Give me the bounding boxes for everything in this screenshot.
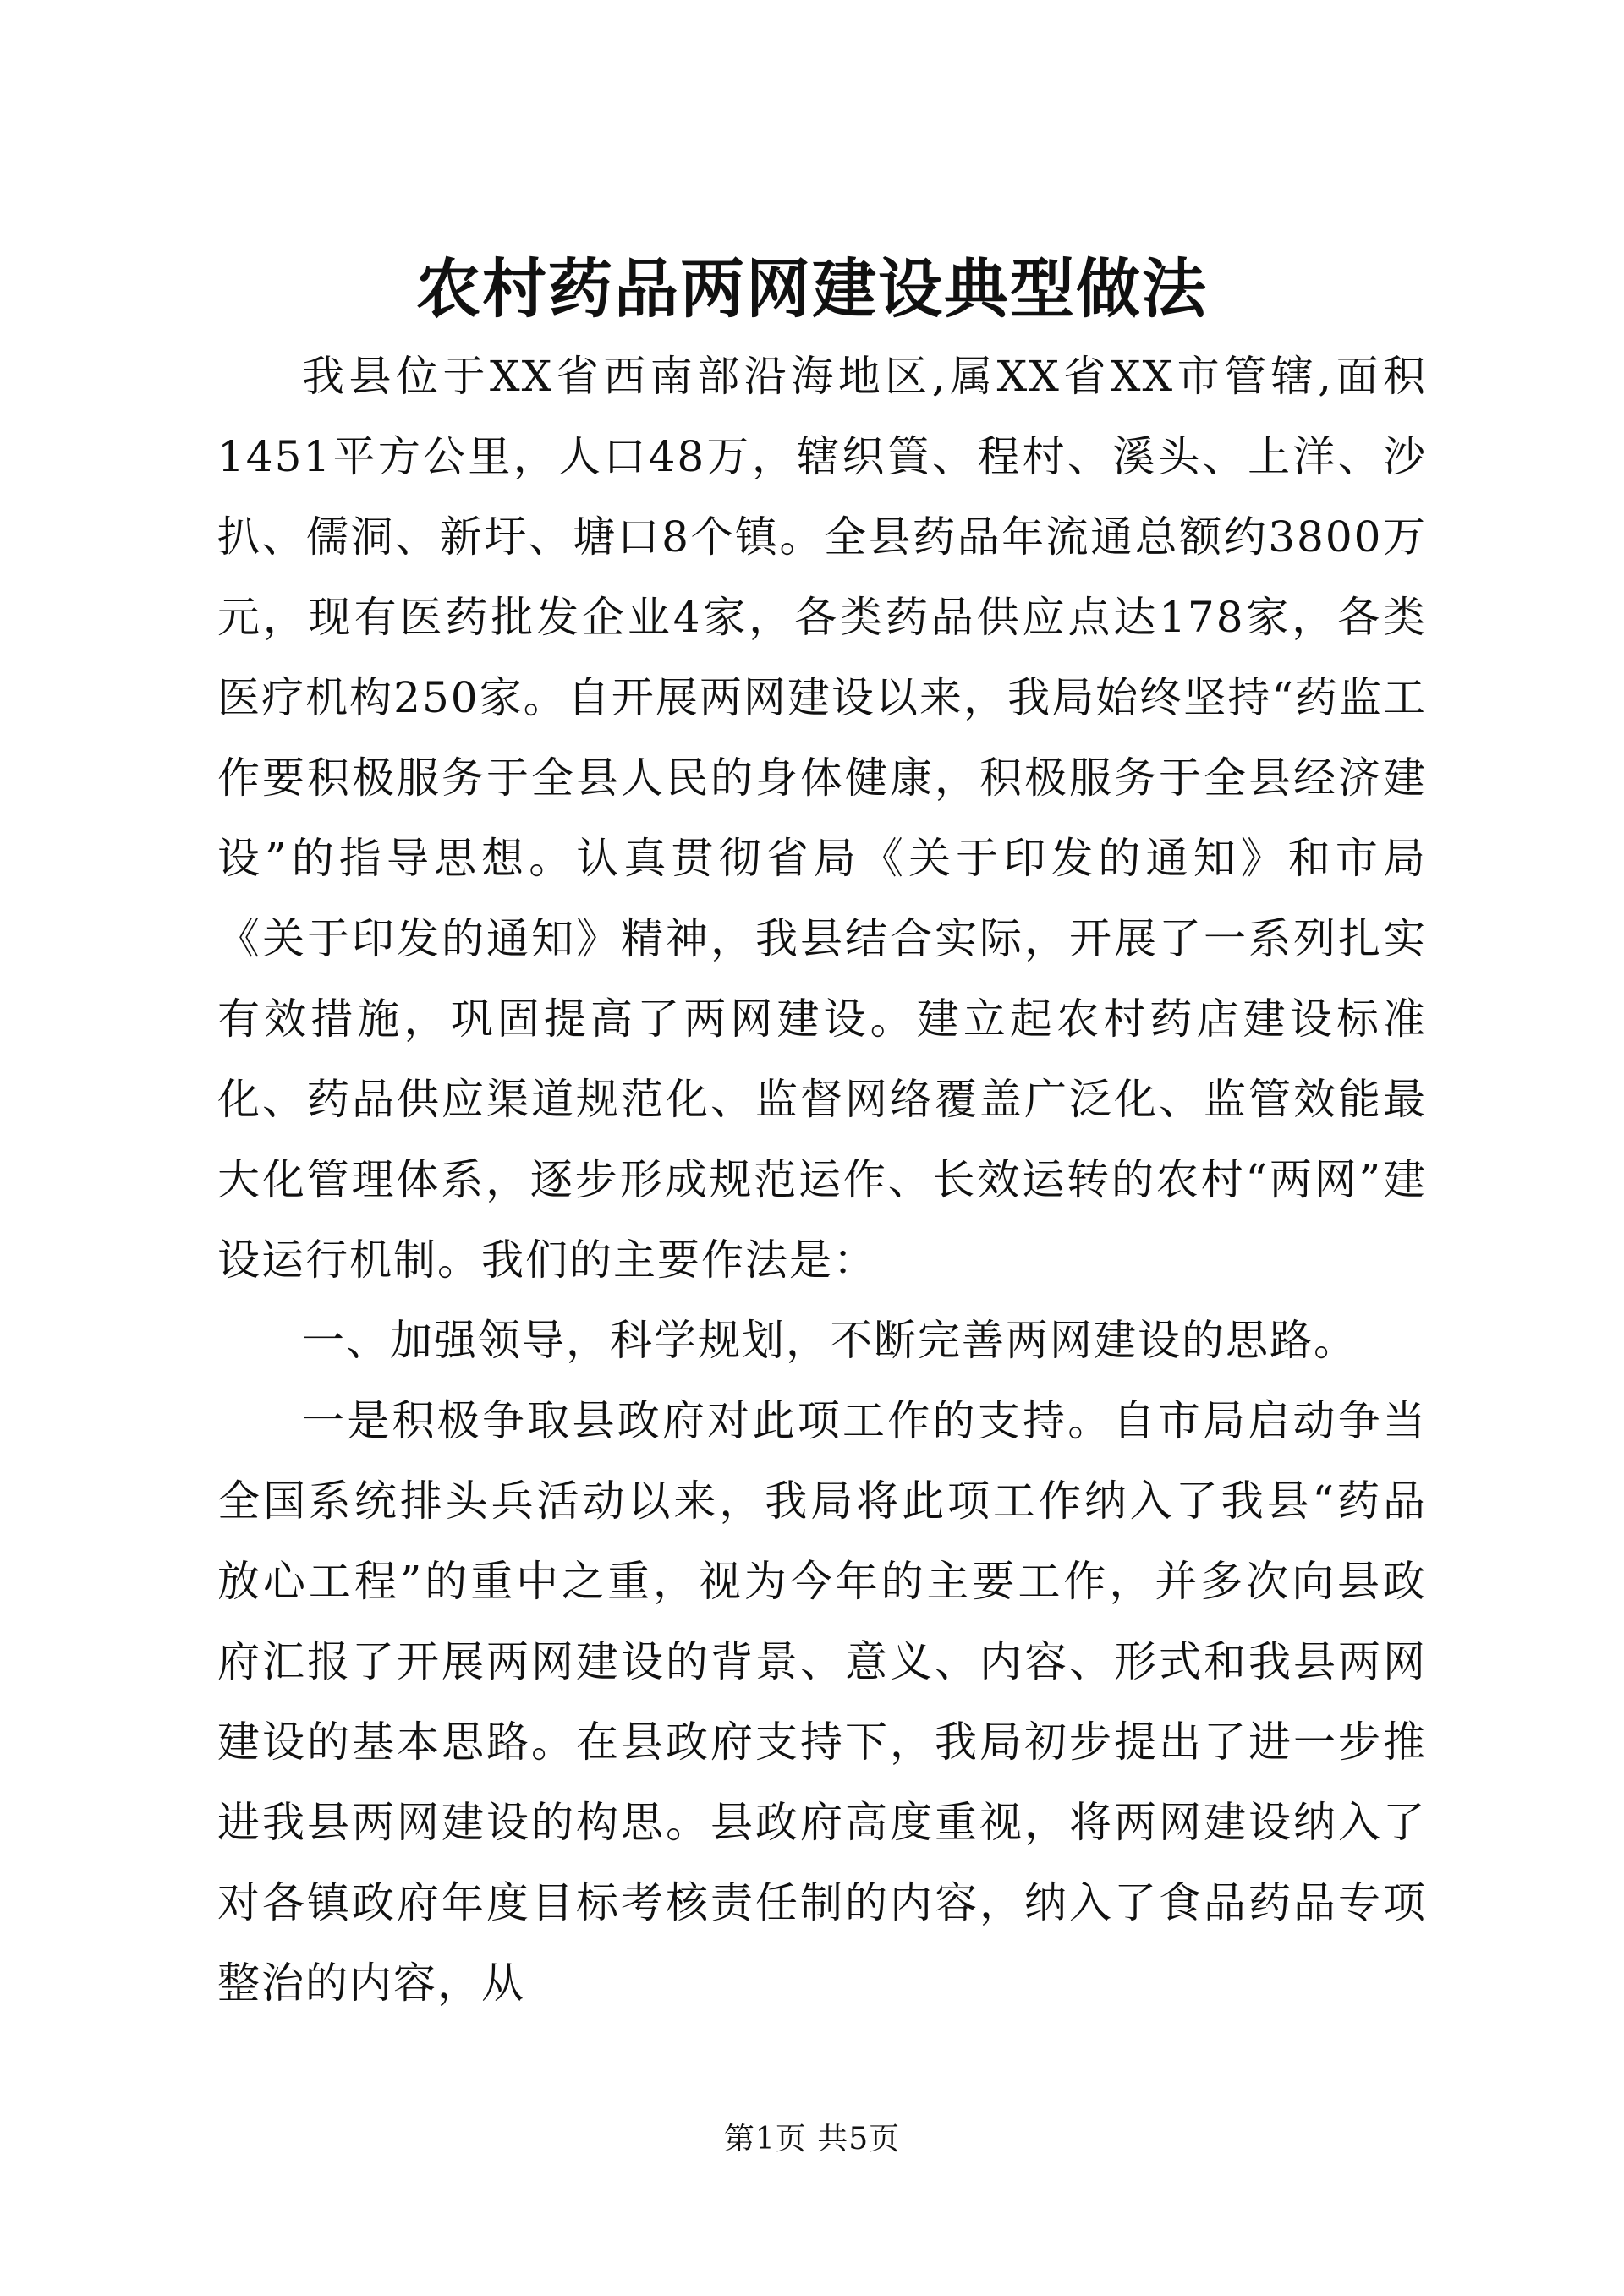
document-body [217, 337, 1427, 2024]
page-footer: 第1页 共5页 [723, 2122, 901, 2156]
section-heading-1: 一、加强领导，科学规划，不断完善两网建设的思路。 [302, 1316, 1358, 1365]
paragraph-section-1: 一是积极争取县政府对此项工作的支持。自市局启动争当全国系统排头兵活动以来，我局将此项工作纳入了我县“药品放心工程”的重中之重，视为今年的主要工作，并多次向县政府汇报了开展两网建设的背景、意义、内容、形式和我县两网建设的基本思路。在县政府支持下，我局初步提出了进一步推进我县两网建设的构思。县政府高度重视，将两网建设纳入了对各镇政府年度目标考核责任制的内容，纳入了食品药品专项整治的内容，从 [217, 1396, 1427, 2008]
paragraph-intro: 我县位于XX省西南部沿海地区,属XX省XX市管辖,面积1451平方公里，人口48万，辖织篢、程村、溪头、上洋、沙扒、儒洞、新圩、塘口8个镇。全县药品年流通总额约3800万元，现有医药批发企业4家，各类药品供应点达178家，各类医疗机构250家。自开展两网建设以来，我局始终坚持“药监工作要积极服务于全县人民的身体健康，积极服务于全县经济建设”的指导思想。认真贯彻省局《关于印发的通知》和市局《关于印发的通知》精神，我县结合实际，开展了一系列扎实有效措施，巩固提高了两网建设。建立起农村药店建设标准化、药品供应渠道规范化、监督网络覆盖广泛化、监管效能最大化管理体系，逐步形成规范运作、长效运转的农村“两网”建设运行机制。我们的主要作法是： [217, 352, 1427, 1285]
document-title: 农村药品两网建设典型做法 [416, 251, 1208, 326]
